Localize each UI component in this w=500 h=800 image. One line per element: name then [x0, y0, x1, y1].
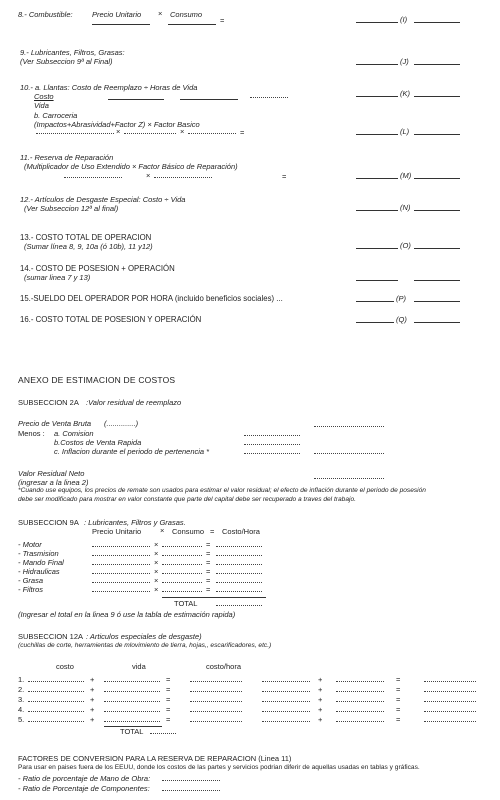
equals-sign: =: [206, 585, 211, 594]
conversion-subtitle: Para usar en paises fuera de los EEUU, donde los costos de las partes y servicios podrian diferir de aquellas usadas en tablas y gráficas.: [18, 764, 420, 771]
equals-sign: =: [166, 705, 171, 714]
s12a-cost-field[interactable]: [28, 681, 84, 682]
item-10a-result-field[interactable]: [356, 96, 398, 97]
s12a-row-number: 2.: [18, 685, 25, 694]
mult-sign: ×: [116, 127, 121, 136]
item-10b-extra-field[interactable]: [414, 134, 460, 135]
s9a-consumption-field[interactable]: [162, 546, 202, 547]
item-14-subtitle: (sumar linea 7 y 13): [24, 273, 91, 282]
s9a-header-cost-hour: Costo/Hora: [222, 527, 260, 536]
item-10b-calc-field[interactable]: [188, 133, 236, 134]
item-8-price-label: Precio Unitario: [92, 10, 142, 19]
item-10a-extra-field[interactable]: [414, 96, 460, 97]
s12a-cost-field[interactable]: [28, 711, 84, 712]
s12a-row-number: 3.: [18, 695, 25, 704]
s12a-header-cost-hour: costo/hora: [206, 662, 242, 671]
equals-sign: =: [210, 527, 215, 536]
mult-sign: ×: [146, 171, 151, 180]
item-8-price-field[interactable]: [92, 24, 150, 25]
s12a-row-number: 1.: [18, 675, 25, 684]
item-15-extra-field[interactable]: [414, 301, 460, 302]
s2a-commission: a. Comision: [54, 429, 94, 438]
item-10a-hours-field[interactable]: [180, 99, 238, 100]
item-11-extra-field[interactable]: [414, 178, 460, 179]
s9a-total-field[interactable]: [216, 605, 262, 606]
s12a-col4-field[interactable]: [262, 721, 310, 722]
s9a-cost-field[interactable]: [216, 582, 262, 583]
mult-sign: ×: [154, 567, 159, 576]
s2a-gross-price: Precio de Venta Bruta: [18, 419, 92, 428]
item-15-result-field[interactable]: [356, 301, 394, 302]
annex-title: ANEXO DE ESTIMACION DE COSTOS: [18, 375, 176, 385]
equals-sign: =: [206, 558, 211, 567]
s12a-col6-field[interactable]: [424, 701, 476, 702]
s9a-header-price: Precio Unitario: [92, 527, 142, 536]
divide-sign: +: [90, 695, 95, 704]
s12a-col4-field[interactable]: [262, 701, 310, 702]
equals-sign: =: [206, 540, 211, 549]
s12a-cost-field[interactable]: [28, 701, 84, 702]
s9a-price-field[interactable]: [92, 582, 150, 583]
s12a-header-cost: costo: [56, 662, 74, 671]
item-10a-life: Vida: [34, 101, 49, 110]
s12a-life-field[interactable]: [104, 681, 160, 682]
components-ratio-field[interactable]: [162, 790, 220, 791]
s12a-col5-field[interactable]: [336, 711, 384, 712]
mult-sign: ×: [160, 526, 165, 535]
divide-sign: +: [90, 685, 95, 694]
s9a-row-label: - Hidraulicas: [18, 567, 60, 576]
equals-sign: =: [206, 567, 211, 576]
s12a-total-label: TOTAL: [120, 727, 144, 736]
labor-ratio-field[interactable]: [162, 780, 220, 781]
s9a-cost-field[interactable]: [216, 564, 262, 565]
equals-sign: =: [282, 172, 287, 181]
s2a-footnote-1: *Cuando use equipos, los precios de remate son usados para estimar el valor residual; el efecto de inflación durante el periodo de posesión: [18, 487, 426, 494]
item-16-code: (Q): [396, 315, 407, 324]
item-8-extra-field[interactable]: [414, 22, 460, 23]
s9a-row-label: - Grasa: [18, 576, 44, 585]
s9a-price-field[interactable]: [92, 546, 150, 547]
s9a-price-field[interactable]: [92, 564, 150, 565]
s2a-net-value: Valor Residual Neto: [18, 469, 85, 478]
item-10b-result-field[interactable]: [356, 134, 398, 135]
item-12-result-field[interactable]: [356, 210, 398, 211]
item-8-result-field[interactable]: [356, 22, 398, 23]
item-16-extra-field[interactable]: [414, 322, 460, 323]
s9a-title: SUBSECCION 9A: [18, 518, 79, 527]
item-12-extra-field[interactable]: [414, 210, 460, 211]
item-14-result-field[interactable]: [356, 280, 398, 281]
item-14-title: 14.- COSTO DE POSESION + OPERACIÓN: [20, 264, 175, 273]
s9a-price-field[interactable]: [92, 555, 150, 556]
item-11-code: (M): [400, 171, 412, 180]
s9a-total-rule: [162, 597, 266, 598]
s2a-subtitle: :Valor residual de reemplazo: [86, 398, 182, 407]
s12a-col6-field[interactable]: [424, 721, 476, 722]
item-16-result-field[interactable]: [356, 322, 394, 323]
item-13-code: (O): [400, 241, 411, 250]
s12a-subtitle-2: (cuchillas de corte, herramientas de mlovimiento de tierra, hojas,, escarificadores, etc.): [18, 642, 272, 649]
s9a-header-consumption: Consumo: [172, 527, 205, 536]
item-10b-basic-field[interactable]: [124, 133, 176, 134]
mult-sign: ×: [154, 585, 159, 594]
s9a-row-label: - Filtros: [18, 585, 43, 594]
divide-sign: +: [318, 675, 323, 684]
s12a-life-field[interactable]: [104, 721, 160, 722]
s2a-subtotal-field[interactable]: [314, 453, 384, 454]
item-10b-subtitle: (Impactos+Abrasividad+Factor Z) × Factor Basico: [34, 120, 200, 129]
conversion-title: FACTORES DE CONVERSION PARA LA RESERVA DE REPARACION (Linea 11): [18, 754, 292, 763]
item-9-title: 9.- Lubricantes, Filtros, Grasas:: [20, 48, 125, 57]
s9a-price-field[interactable]: [92, 591, 150, 592]
equals-sign: =: [240, 128, 245, 137]
item-15-code: (P): [396, 294, 406, 303]
item-10a-cost: Costo: [34, 92, 54, 101]
s12a-col4-field[interactable]: [262, 691, 310, 692]
s12a-col5-field[interactable]: [336, 721, 384, 722]
s12a-life-field[interactable]: [104, 711, 160, 712]
s12a-col5-field[interactable]: [336, 681, 384, 682]
item-16-title: 16.- COSTO TOTAL DE POSESION Y OPERACIÓN: [20, 315, 202, 324]
equals-sign: =: [396, 675, 401, 684]
s12a-cost-hour-field[interactable]: [190, 721, 242, 722]
s12a-col5-field[interactable]: [336, 701, 384, 702]
item-13-result-field[interactable]: [356, 248, 398, 249]
item-10a-calc-field[interactable]: [250, 97, 288, 98]
s12a-row-number: 4.: [18, 705, 25, 714]
item-10a-code: (K): [400, 89, 410, 98]
item-10b-title: b. Carroceria: [34, 111, 78, 120]
divide-sign: +: [90, 715, 95, 724]
s2a-quick-sale-field[interactable]: [244, 444, 300, 445]
s2a-gross-price-field[interactable]: [314, 426, 384, 427]
item-12-subtitle: (Ver Subseccion 12ª al final): [24, 204, 119, 213]
equals-sign: =: [220, 16, 225, 25]
s9a-consumption-field[interactable]: [162, 564, 202, 565]
mult-sign: ×: [154, 558, 159, 567]
divide-sign: +: [318, 685, 323, 694]
equals-sign: =: [206, 549, 211, 558]
s2a-inflation: c. Inflacion durante el periodo de pertenencia *: [54, 447, 210, 456]
s9a-consumption-field[interactable]: [162, 573, 202, 574]
equals-sign: =: [166, 715, 171, 724]
item-10b-code: (L): [400, 127, 410, 136]
s12a-cost-hour-field[interactable]: [190, 681, 242, 682]
components-ratio-label: - Ratio de Porcentaje de Componentes:: [18, 784, 150, 793]
item-11-result-field[interactable]: [356, 178, 398, 179]
s12a-cost-field[interactable]: [28, 721, 84, 722]
s12a-cost-hour-field[interactable]: [190, 711, 242, 712]
mult-sign: ×: [154, 576, 159, 585]
item-13-subtitle: (Sumar línea 8, 9, 10a (ó 10b), 11 y12): [24, 242, 153, 251]
item-8-consumption-field[interactable]: [168, 24, 216, 25]
s9a-consumption-field[interactable]: [162, 591, 202, 592]
equals-sign: =: [396, 705, 401, 714]
s9a-consumption-field[interactable]: [162, 582, 202, 583]
s2a-quick-sale: b.Costos de Venta Rapida: [54, 438, 142, 447]
s9a-row-label: - Mando Final: [18, 558, 64, 567]
equals-sign: =: [396, 695, 401, 704]
item-9-result-field[interactable]: [356, 64, 398, 65]
item-11-factor-field[interactable]: [154, 177, 212, 178]
s12a-cost-hour-field[interactable]: [190, 701, 242, 702]
s12a-header-life: vida: [132, 662, 146, 671]
s12a-life-field[interactable]: [104, 701, 160, 702]
item-12-code: (N): [400, 203, 411, 212]
item-11-title: 11.- Reserva de Reparación: [20, 153, 114, 162]
s12a-cost-field[interactable]: [28, 691, 84, 692]
s2a-inflation-field[interactable]: [244, 453, 300, 454]
s9a-row-label: - Motor: [18, 540, 42, 549]
s2a-net-value-field[interactable]: [314, 478, 384, 479]
equals-sign: =: [206, 576, 211, 585]
item-12-title: 12.- Artículos de Desgaste Especial: Costo ÷ Vida: [20, 195, 186, 204]
item-11-subtitle: (Multiplicador de Uso Extendido × Factor Básico de Reparación): [24, 162, 238, 171]
s2a-footnote-2: debe ser modificado para mostrar en valor constante que parte del capital debe ser recuperado a traves del trabajo.: [18, 496, 356, 503]
s9a-consumption-field[interactable]: [162, 555, 202, 556]
s12a-col5-field[interactable]: [336, 691, 384, 692]
equals-sign: =: [396, 715, 401, 724]
s2a-commission-field[interactable]: [244, 435, 300, 436]
divide-sign: +: [90, 705, 95, 714]
item-13-extra-field[interactable]: [414, 248, 460, 249]
s12a-col6-field[interactable]: [424, 711, 476, 712]
equals-sign: =: [166, 675, 171, 684]
s9a-total-label: TOTAL: [174, 599, 198, 608]
mult-sign: ×: [154, 549, 159, 558]
item-8-title: 8.- Combustible:: [18, 10, 73, 19]
equals-sign: =: [166, 695, 171, 704]
mult-sign: ×: [154, 540, 159, 549]
s12a-title: SUBSECCION 12A: [18, 632, 84, 641]
s12a-col6-field[interactable]: [424, 691, 476, 692]
s9a-note: (Ingresar el total en la linea 9 ó use la tabla de estimación rapida): [18, 610, 236, 619]
s12a-life-field[interactable]: [104, 691, 160, 692]
s12a-subtitle: : Articulos especiales de desgaste): [86, 632, 202, 641]
item-10a-title: 10.- a. Llantas: Costo de Reemplazo ÷ Horas de Vida: [20, 83, 198, 92]
item-9-extra-field[interactable]: [414, 64, 460, 65]
s2a-gross-price-parens: (..............): [104, 419, 139, 428]
s12a-col4-field[interactable]: [262, 711, 310, 712]
s9a-cost-field[interactable]: [216, 573, 262, 574]
s9a-row-label: - Trasmision: [18, 549, 59, 558]
s12a-cost-hour-field[interactable]: [190, 691, 242, 692]
item-10a-cost-field[interactable]: [108, 99, 164, 100]
s12a-total-field[interactable]: [150, 733, 176, 734]
divide-sign: +: [318, 695, 323, 704]
item-15-title: 15.-SUELDO DEL OPERADOR POR HORA (incluido beneficios sociales) ...: [20, 294, 283, 303]
divide-sign: +: [318, 715, 323, 724]
s9a-subtitle: : Lubricantes, Filtros y Grasas.: [84, 518, 186, 527]
s9a-price-field[interactable]: [92, 573, 150, 574]
equals-sign: =: [166, 685, 171, 694]
equals-sign: =: [396, 685, 401, 694]
s2a-title: SUBSECCION 2A: [18, 398, 79, 407]
s9a-cost-field[interactable]: [216, 546, 262, 547]
item-14-extra-field[interactable]: [414, 280, 460, 281]
s9a-cost-field[interactable]: [216, 591, 262, 592]
s12a-row-number: 5.: [18, 715, 25, 724]
s12a-col4-field[interactable]: [262, 681, 310, 682]
s2a-less-label: Menos :: [18, 429, 45, 438]
divide-sign: +: [90, 675, 95, 684]
labor-ratio-label: - Ratio de porcentaje de Mano de Obra:: [18, 774, 151, 783]
item-9-subtitle: (Ver Subseccion 9ª al Final): [20, 57, 113, 66]
mult-sign: ×: [158, 9, 163, 18]
divide-sign: +: [318, 705, 323, 714]
item-10b-factors-field[interactable]: [36, 133, 114, 134]
s2a-net-value-note: (ingresar a la linea 2): [18, 478, 89, 487]
mult-sign: ×: [180, 127, 185, 136]
item-13-title: 13.- COSTO TOTAL DE OPERACION: [20, 233, 152, 242]
item-8-code: (I): [400, 15, 408, 24]
item-9-code: (J): [400, 57, 409, 66]
s12a-col6-field[interactable]: [424, 681, 476, 682]
item-11-multiplier-field[interactable]: [64, 177, 122, 178]
item-8-consumption-label: Consumo: [170, 10, 203, 19]
s9a-cost-field[interactable]: [216, 555, 262, 556]
